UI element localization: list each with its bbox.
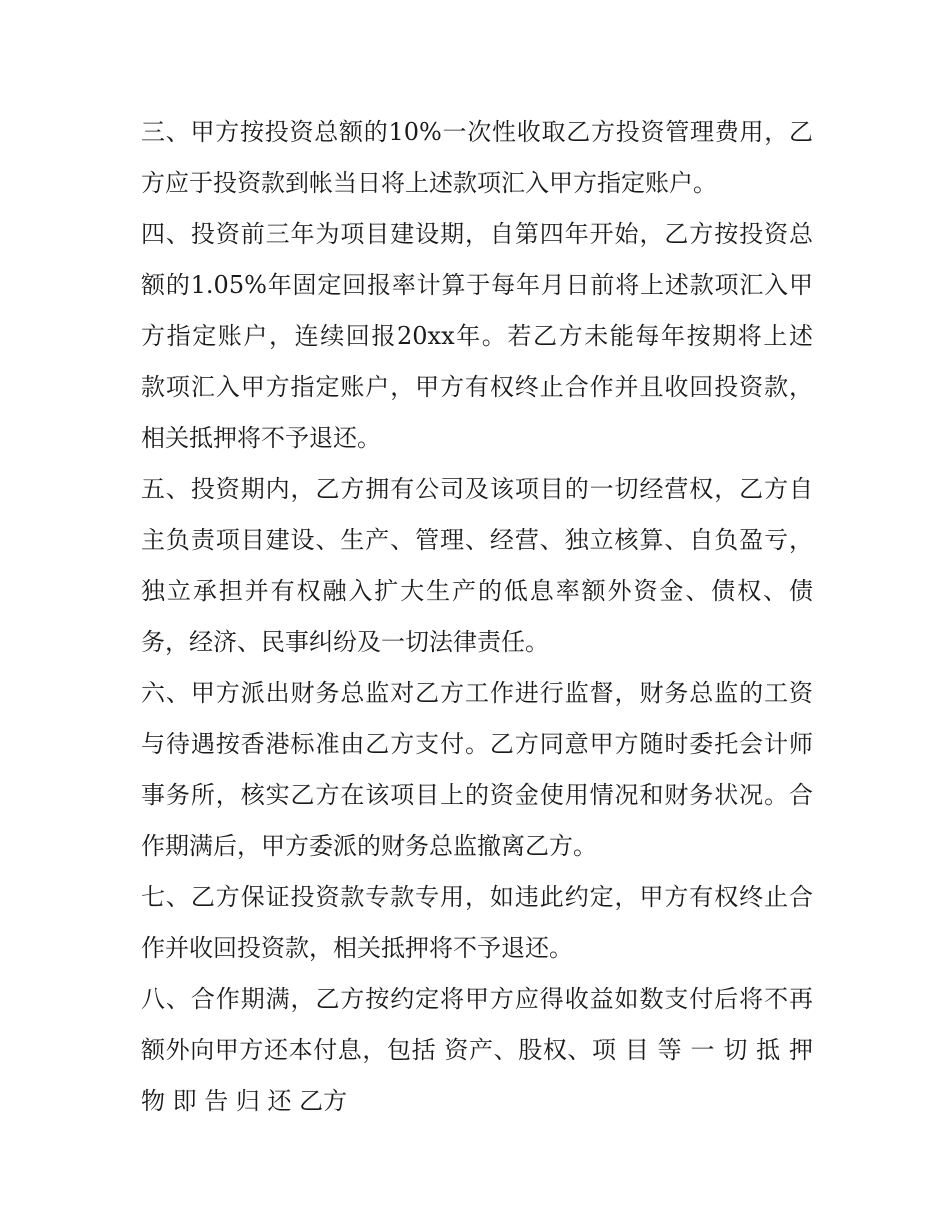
clause-5-paragraph [141,464,813,668]
text-line: 三、甲方按投资总额的10%一次性收取乙方投资管理费用，乙 [141,118,813,146]
text-line: 款项汇入甲方指定账户，甲方有权终止合作并且收回投资款， [141,373,813,401]
text-line: 方指定账户，连续回报20xx年。若乙方未能每年按期将上述 [141,322,813,350]
text-line: 八、合作期满，乙方按约定将甲方应得收益如数支付后将不再 [141,985,813,1013]
text-line: 物 即 告 归 还 乙方 [141,1087,348,1115]
text-line: 作并收回投资款，相关抵押将不予退还。 [141,934,573,962]
text-line: 四、投资前三年为项目建设期，自第四年开始，乙方按投资总 [141,220,813,248]
text-line: 六、甲方派出财务总监对乙方工作进行监督，财务总监的工资 [141,679,813,707]
document-body [141,107,813,1127]
text-line: 七、乙方保证投资款专款专用，如违此约定，甲方有权终止合 [141,883,813,911]
text-line: 额的1.05%年固定回报率计算于每年月日前将上述款项汇入甲 [141,271,813,299]
text-line: 额外向甲方还本付息，包括 资产、股权、项 目 等 一 切 抵 押 [141,1036,813,1064]
text-line: 务，经济、民事纠纷及一切法律责任。 [141,628,549,656]
clause-7-paragraph [141,872,813,974]
text-line: 相关抵押将不予退还。 [141,424,381,452]
text-line: 方应于投资款到帐当日将上述款项汇入甲方指定账户。 [141,169,717,197]
clause-3-paragraph [141,107,813,209]
text-line: 五、投资期内，乙方拥有公司及该项目的一切经营权，乙方自 [141,475,813,503]
text-line: 主负责项目建设、生产、管理、经营、独立核算、自负盈亏， [141,526,813,554]
clause-4-paragraph [141,209,813,464]
clause-8-paragraph [141,974,813,1127]
text-line: 独立承担并有权融入扩大生产的低息率额外资金、债权、债 [141,577,813,605]
text-line: 作期满后，甲方委派的财务总监撤离乙方。 [141,832,597,860]
text-line: 事务所，核实乙方在该项目上的资金使用情况和财务状况。合 [141,781,813,809]
text-line: 与待遇按香港标准由乙方支付。乙方同意甲方随时委托会计师 [141,730,813,758]
clause-6-paragraph [141,668,813,872]
